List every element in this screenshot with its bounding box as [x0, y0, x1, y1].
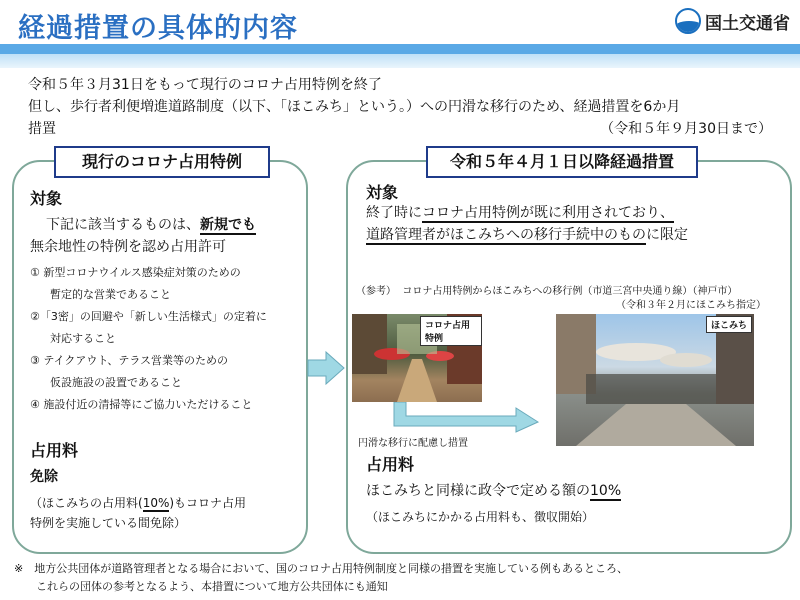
- mlit-logo-icon: [675, 8, 701, 34]
- left-target-text: 下記に該当するものは、新規でも: [46, 217, 256, 233]
- reference-sub-caption: （令和３年２月にほこみち指定）: [616, 300, 766, 311]
- right-target-text: 終了時にコロナ占用特例が既に利用されており、: [366, 205, 674, 221]
- condition-item-3: ③ テイクアウト、テラス営業等のための: [30, 354, 229, 367]
- header-band: [0, 44, 800, 54]
- photo-corona-example: [352, 314, 482, 402]
- intro-line-1: 令和５年３月31日をもって現行のコロナ占用特例を終了: [28, 77, 382, 93]
- condition-item-1: ① 新型コロナウイルス感染症対策のための: [30, 266, 241, 279]
- left-fee-note: （ほこみちの占用料(10%)もコロナ占用: [30, 496, 247, 510]
- left-fee-value: 免除: [30, 469, 58, 485]
- condition-item-2: ②「3密」の回避や「新しい生活様式」の定着に: [30, 310, 267, 323]
- reference-caption: （参考） コロナ占用特例からほこみちへの移行例（市道三宮中央通り線）（神戸市）: [356, 286, 738, 297]
- left-target-heading: 対象: [30, 189, 63, 208]
- transition-caption: 円滑な移行に配慮し措置: [358, 438, 468, 449]
- right-target-heading: 対象: [366, 183, 399, 202]
- photo-corona-tag: コロナ占用特例: [420, 316, 482, 346]
- condition-item-1-cont: 暫定的な営業であること: [50, 288, 171, 301]
- logo-text: 国土交通省: [705, 13, 790, 34]
- right-fee-heading: 占用料: [366, 455, 415, 474]
- logo: [675, 8, 790, 34]
- transition-arrow-icon: [392, 402, 540, 434]
- photo-hokomichi-example: [556, 314, 754, 446]
- footnote-line-2: これらの団体の参考となるよう、本措置について地方公共団体にも通知: [36, 580, 388, 593]
- right-panel-header: 令和５年４月１日以降経過措置: [426, 146, 698, 178]
- header-band-gradient: [0, 54, 800, 68]
- condition-item-4: ④ 施設付近の清掃等にご協力いただけること: [30, 398, 253, 411]
- intro-line-2: 但し、歩行者利便増進道路制度（以下、「ほこみち」という。）への円滑な移行のため、経過措置を6か月: [28, 99, 681, 115]
- intro-line-3: 措置: [28, 121, 56, 137]
- right-fee-text: ほこみちと同様に政令で定める額の10%: [366, 483, 622, 499]
- photo-hokomichi-tag: ほこみち: [706, 316, 752, 333]
- intro-period: （令和５年９月30日まで）: [600, 121, 772, 137]
- left-target-text-2: 無余地性の特例を認め占用許可: [30, 239, 226, 255]
- left-fee-note-2: 特例を実施している間免除）: [30, 516, 187, 530]
- right-target-text-2: 道路管理者がほこみちへの移行手続中のものに限定: [366, 227, 688, 243]
- footnote-line-1: ※ 地方公共団体が道路管理者となる場合において、国のコロナ占用特例制度と同様の措置を実施している例もあるところ、: [14, 562, 628, 575]
- condition-item-2-cont: 対応すること: [50, 332, 116, 345]
- left-fee-heading: 占用料: [30, 441, 79, 460]
- right-fee-note: （ほこみちにかかる占用料も、徴収開始）: [366, 510, 595, 524]
- left-panel-header: 現行のコロナ占用特例: [54, 146, 270, 178]
- condition-item-3-cont: 仮設施設の設置であること: [50, 376, 182, 389]
- page-title: 経過措置の具体的内容: [18, 13, 298, 44]
- right-arrow-icon: [306, 350, 346, 386]
